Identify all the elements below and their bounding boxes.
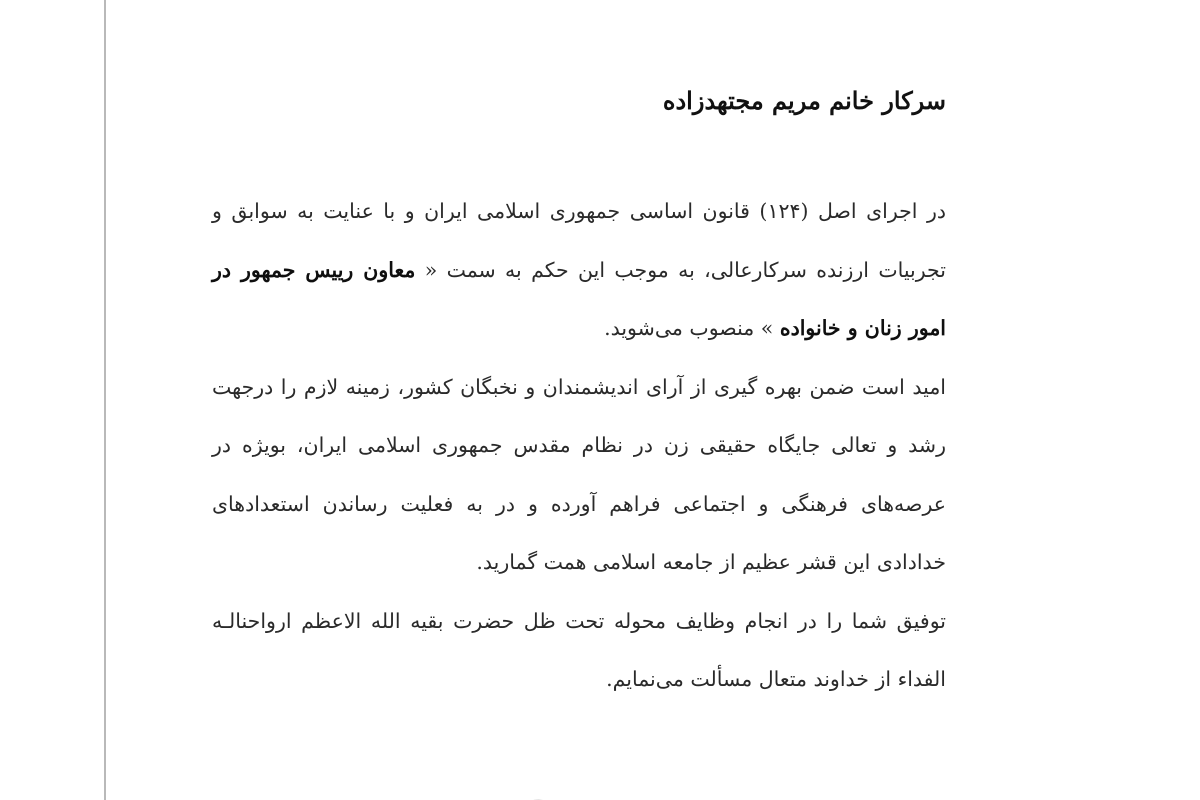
paragraph-appointment-ending: » منصوب می‌شوید. — [604, 316, 780, 340]
paragraph-hope: امید است ضمن بهره گیری از آرای اندیشمندان و نخبگان کشور، زمینه لازم را درجهت رشد و تعالی جایگاه حقیقی زن در نظام مقدس جمهوری اسلامی ایران، بویژه در عرصه‌های فرهنگی و اجتماعی فراهم آورده و در به فعلیت رساندن استعدادهای خدادادی این قشر عظیم از جامعه اسلامی همت گمارید. — [212, 374, 947, 574]
paragraph-closing: توفیق شما را در انجام وظایف محوله تحت ظل حضرت بقیه الله الاعظم ارواحنالـه الفداء از خداوند متعال مسألت می‌نمایم. — [212, 608, 946, 691]
paragraph-appointment — [212, 182, 946, 358]
letter-body — [212, 78, 946, 709]
page-left-border — [104, 0, 106, 800]
addressee-heading: سرکار خانم مریم مجتهدزاده — [662, 86, 946, 115]
seal-partial-icon — [380, 784, 560, 800]
appointment-title: معاون رییس جمهور در امور زنان و خانواده — [212, 257, 946, 340]
paragraph-appointment-text: در اجرای اصل (۱۲۴) قانون اساسی جمهوری اسلامی ایران و با عنایت به سوابق و تجربیات ارزنده سرکارعالی، به موجب این حکم به سمت « — [212, 199, 947, 282]
